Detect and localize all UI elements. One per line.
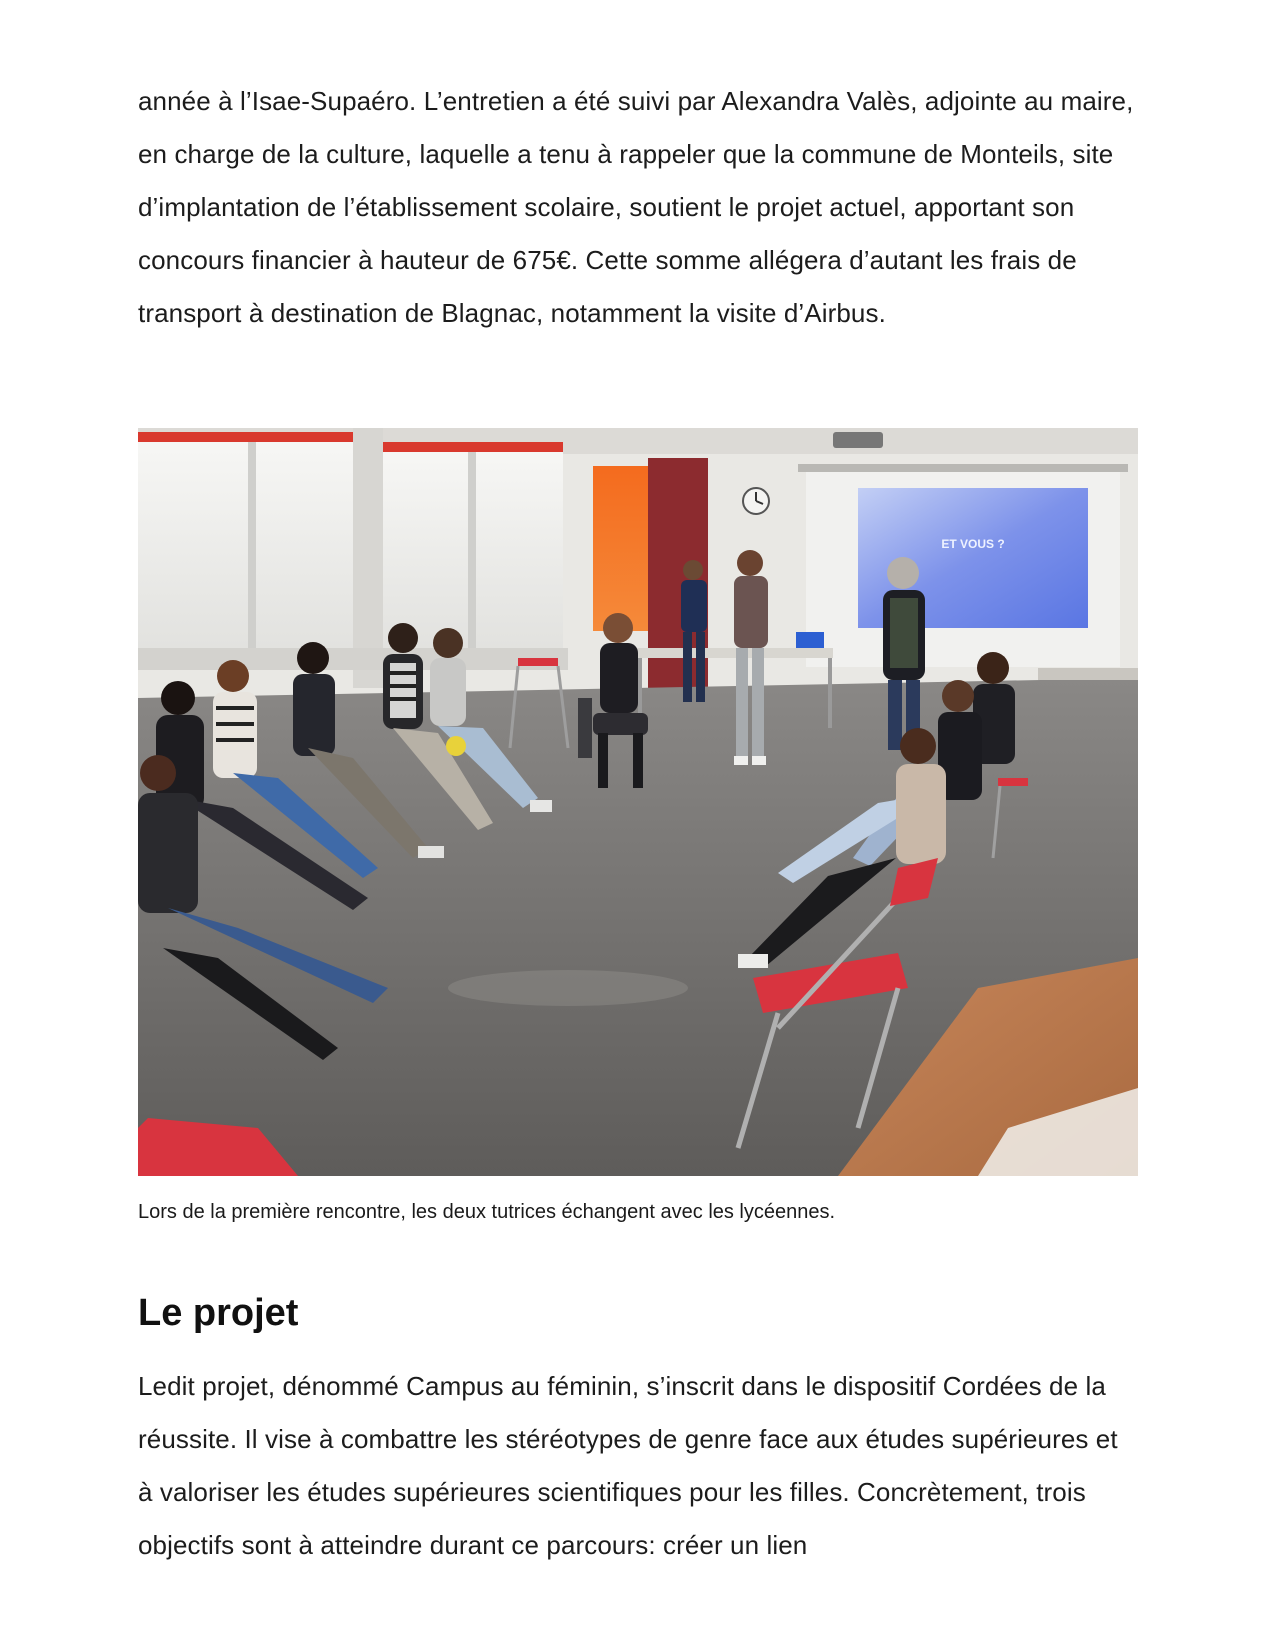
- window-sill: [138, 648, 568, 670]
- article-paragraph-project: Ledit projet, dénommé Campus au féminin, s’inscrit dans le dispositif Cordées de la réussite. Il vise à combattre les stéréotypes de genre face aux études supérieures et à valoriser les études supérieures scientifiques pour les filles. Concrètement, trois objectifs sont à atteindre durant ce parcours: créer un lien: [138, 1371, 1118, 1560]
- laptop: [796, 632, 824, 648]
- photo-caption: Lors de la première rencontre, les deux tutrices échangent avec les lycéennes.: [138, 1201, 836, 1223]
- window-blind-top-1: [138, 432, 353, 442]
- yellow-ball: [446, 736, 466, 756]
- back-table: [633, 648, 833, 658]
- window-frame-3: [468, 448, 476, 648]
- projection-slide-text: ET VOUS ?: [941, 537, 1005, 551]
- side-table: [1038, 668, 1138, 680]
- orange-blind: [593, 466, 648, 631]
- article-photo: [138, 428, 1138, 1176]
- section-heading: Le projet: [138, 1292, 299, 1334]
- window-left-1: [138, 438, 353, 648]
- ceiling-projector: [833, 432, 883, 448]
- projector-screen-frame: [798, 464, 1128, 472]
- window-frame-1: [248, 438, 256, 648]
- article-paragraph-intro: année à l’Isae-Supaéro. L’entretien a été suivi par Alexandra Valès, adjointe au maire, en charge de la culture, laquelle a tenu à rappeler que la commune de Monteils, site d’implantation de l’établissement scolaire, soutient le projet actuel, apportant son concours financier à hauteur de 675€. Cette somme allégera d’autant les frais de transport à destination de Blagnac, notamment la visite d’Airbus.: [138, 86, 1134, 328]
- window-blind-top-2: [383, 442, 563, 452]
